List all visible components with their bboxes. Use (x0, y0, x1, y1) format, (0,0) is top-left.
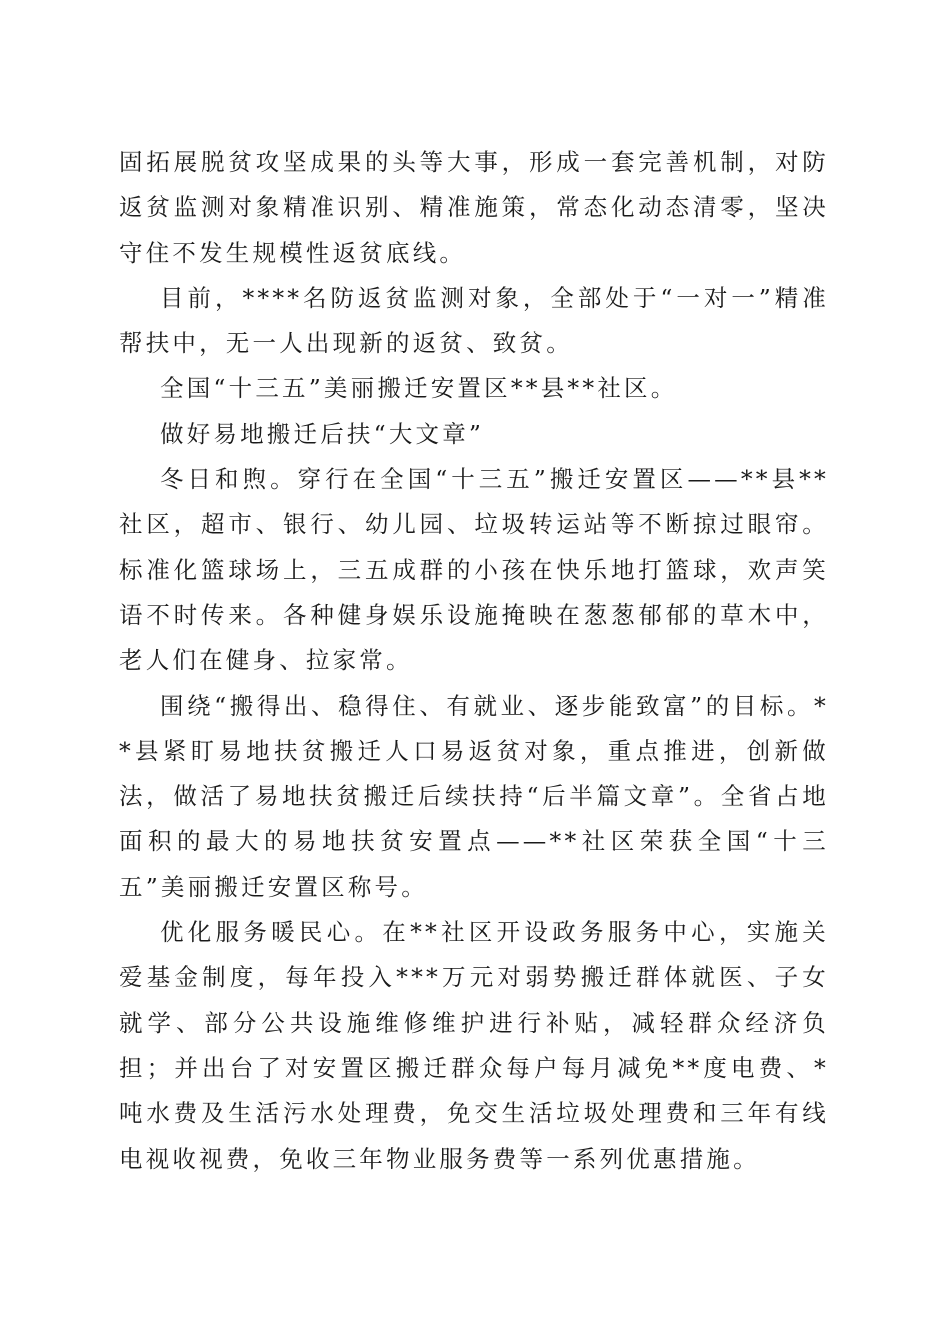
document-body (119, 140, 829, 1182)
paragraph-continued: 固拓展脱贫攻坚成果的头等大事，形成一套完善机制，对防返贫监测对象精准识别、精准施策，常态化动态清零，坚决守住不发生规模性返贫底线。 (119, 148, 829, 267)
paragraph-monitoring: 目前，****名防返贫监测对象，全部处于“一对一”精准帮扶中，无一人出现新的返贫、致贫。 (119, 283, 829, 358)
paragraph-heading-follow-up: 做好易地搬迁后扶“大文章” (160, 419, 485, 448)
paragraph-heading-relocation-area: 全国“十三五”美丽搬迁安置区**县**社区。 (160, 374, 678, 403)
paragraph-community-scene: 冬日和煦。穿行在全国“十三五”搬迁安置区——**县**社区，超市、银行、幼儿园、垃圾转运站等不断掠过眼帘。标准化篮球场上，三五成群的小孩在快乐地打篮球，欢声笑语不时传来。各种健身娱乐设施掩映在葱葱郁郁的草木中，老人们在健身、拉家常。 (119, 465, 829, 675)
paragraph-services: 优化服务暖民心。在**社区开设政务服务中心，实施关爱基金制度，每年投入***万元对弱势搬迁群体就医、子女就学、部分公共设施维修维护进行补贴，减轻群众经济负担；并出台了对安置区搬迁群众每户每月减免**度电费、*吨水费及生活污水处理费，免交生活垃圾处理费和三年有线电视收视费，免收三年物业服务费等一系列优惠措施。 (119, 918, 829, 1173)
paragraph-goals: 围绕“搬得出、稳得住、有就业、逐步能致富”的目标。**县紧盯易地扶贫搬迁人口易返贫对象，重点推进，创新做法，做活了易地扶贫搬迁后续扶持“后半篇文章”。全省占地面积的最大的易地扶贫安置点——**社区荣获全国“十三五”美丽搬迁安置区称号。 (119, 691, 829, 901)
